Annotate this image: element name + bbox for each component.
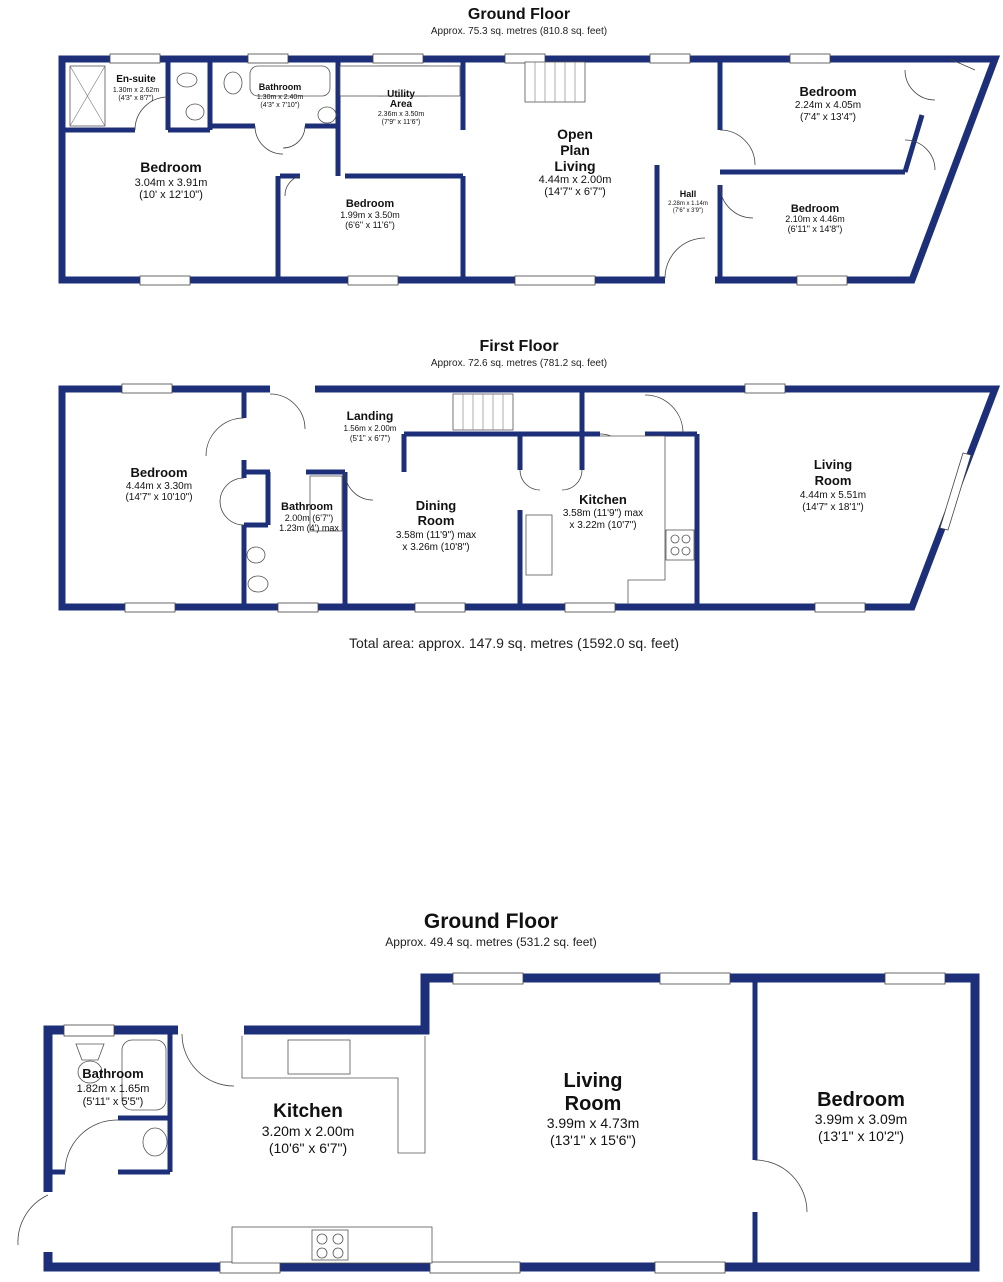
room-dims-imperial: (6'11" x 14'8") — [787, 224, 843, 234]
plan2-labels — [77, 1066, 908, 1156]
room-dims: 4.44m x 5.51m — [799, 490, 867, 501]
room-name: Room — [814, 473, 852, 488]
room-dims-imperial: (4'3" x 8'7") — [118, 95, 154, 102]
plan2-windows — [42, 973, 945, 1273]
room-dims: 3.99m x 3.09m — [814, 1111, 908, 1127]
room-dims: 2.00m (6'7") — [284, 513, 334, 523]
room-dims: 4.44m x 2.00m — [538, 174, 612, 186]
room-name: Room — [564, 1093, 622, 1115]
plan1-first-floor — [62, 338, 995, 651]
room-dims-imperial: (7'6" x 3'9") — [672, 208, 704, 214]
room-dims: 2.10m x 4.46m — [785, 214, 845, 224]
room-name: Bedroom — [130, 465, 188, 480]
room-dims-imperial: (14'7" x 18'1") — [802, 502, 864, 513]
room-dims-imperial: (4'3" x 7'10") — [260, 102, 300, 109]
room-dims: 3.04m x 3.91m — [134, 177, 208, 189]
room-dims-imperial: (5'1" x 6'7") — [349, 434, 391, 443]
room-dims-imperial: (14'7" x 10'10") — [125, 492, 193, 503]
room-name: Kitchen — [579, 492, 627, 507]
plan1-total-area: Total area: approx. 147.9 sq. metres (1592.0 sq. feet) — [349, 635, 679, 651]
room-name: Landing — [346, 409, 394, 423]
room-name: Bedroom — [790, 203, 840, 215]
room-name: Utility — [387, 89, 415, 100]
room-dims: 1.82m x 1.65m — [76, 1083, 150, 1095]
toilet-icon — [224, 72, 242, 94]
room-name: Room — [417, 513, 455, 528]
hob-icon — [666, 530, 694, 560]
toilet-icon — [76, 1044, 104, 1060]
basin-icon — [318, 107, 336, 123]
room-name: Hall — [679, 189, 697, 199]
room-name: Plan — [560, 142, 590, 158]
room-dims: 1.30m x 2.40m — [256, 94, 304, 101]
room-name: Open — [557, 126, 593, 142]
room-name: Dining — [415, 498, 457, 513]
room-dims-imperial: (5'11" x 5'5") — [82, 1096, 144, 1108]
room-name: Living — [554, 158, 596, 174]
room-name: Bathroom — [281, 501, 333, 513]
plan2-area: Approx. 49.4 sq. metres (531.2 sq. feet) — [385, 935, 597, 949]
room-dims-imperial: (14'7" x 6'7") — [544, 186, 606, 198]
room-name: Bedroom — [817, 1089, 905, 1111]
plan1-first-area: Approx. 72.6 sq. metres (781.2 sq. feet) — [430, 358, 608, 369]
sink-icon — [288, 1040, 350, 1074]
plan2-title: Ground Floor — [423, 910, 559, 933]
sink-icon — [526, 515, 552, 575]
room-dims: 2.28m x 1.14m — [668, 201, 708, 207]
room-name: Bedroom — [799, 84, 857, 99]
room-dims: 1.56m x 2.00m — [343, 424, 397, 433]
room-dims-imperial: (13'1" x 15'6") — [549, 1132, 637, 1148]
room-name: Bedroom — [140, 159, 202, 175]
plan1-ground-title: Ground Floor — [467, 6, 571, 23]
room-dims: 1.30m x 2.62m — [112, 87, 160, 94]
room-dims-imperial: (10'6" x 6'7") — [268, 1140, 348, 1156]
staircase-icon — [453, 394, 513, 430]
room-name: Kitchen — [273, 1101, 343, 1122]
plan1-ground-fixtures — [70, 62, 585, 126]
room-dims: 3.20m x 2.00m — [261, 1123, 355, 1139]
room-name: Living — [563, 1070, 623, 1092]
basin-icon — [186, 104, 204, 120]
plan1-ground-area: Approx. 75.3 sq. metres (810.8 sq. feet) — [430, 26, 608, 37]
room-name: Bathroom — [258, 82, 302, 92]
room-dims: 3.99m x 4.73m — [546, 1115, 640, 1131]
room-dims: 3.58m (11'9") max — [562, 508, 644, 519]
room-dims-imperial: x 3.26m (10'8") — [402, 542, 470, 553]
basin-icon — [143, 1128, 167, 1156]
toilet-icon — [248, 576, 268, 592]
room-dims: 1.99m x 3.50m — [340, 210, 400, 220]
room-dims-imperial: (13'1" x 10'2") — [817, 1128, 905, 1144]
room-dims-imperial: 1.23m (4') max — [279, 523, 339, 533]
room-dims-imperial: x 3.22m (10'7") — [569, 520, 637, 531]
room-dims-imperial: (6'6" x 11'6") — [345, 220, 395, 230]
plan1-ground-labels — [113, 74, 861, 234]
room-name: Bathroom — [82, 1066, 144, 1081]
basin-icon — [247, 547, 265, 563]
staircase-icon — [525, 62, 585, 102]
plan2-ground-floor — [18, 910, 975, 1273]
room-dims-imperial: (10' x 12'10") — [139, 189, 203, 201]
plan1-first-labels — [125, 409, 866, 553]
toilet-icon — [177, 73, 197, 87]
room-dims: 2.36m x 3.50m — [377, 111, 425, 118]
room-name: Living — [813, 457, 853, 472]
room-name: En-suite — [116, 74, 156, 85]
room-dims: 3.58m (11'9") max — [395, 530, 477, 541]
room-dims: 2.24m x 4.05m — [794, 100, 862, 111]
room-name: Area — [389, 99, 413, 110]
room-dims-imperial: (7'4" x 13'4") — [800, 112, 856, 123]
plan1-first-title: First Floor — [479, 338, 559, 355]
room-dims-imperial: (7'9" x 11'6") — [381, 119, 421, 126]
plan1-first-fixtures — [247, 394, 694, 604]
room-name: Bedroom — [345, 198, 395, 210]
plan1-ground-floor — [62, 6, 995, 285]
room-dims: 4.44m x 3.30m — [125, 481, 193, 492]
